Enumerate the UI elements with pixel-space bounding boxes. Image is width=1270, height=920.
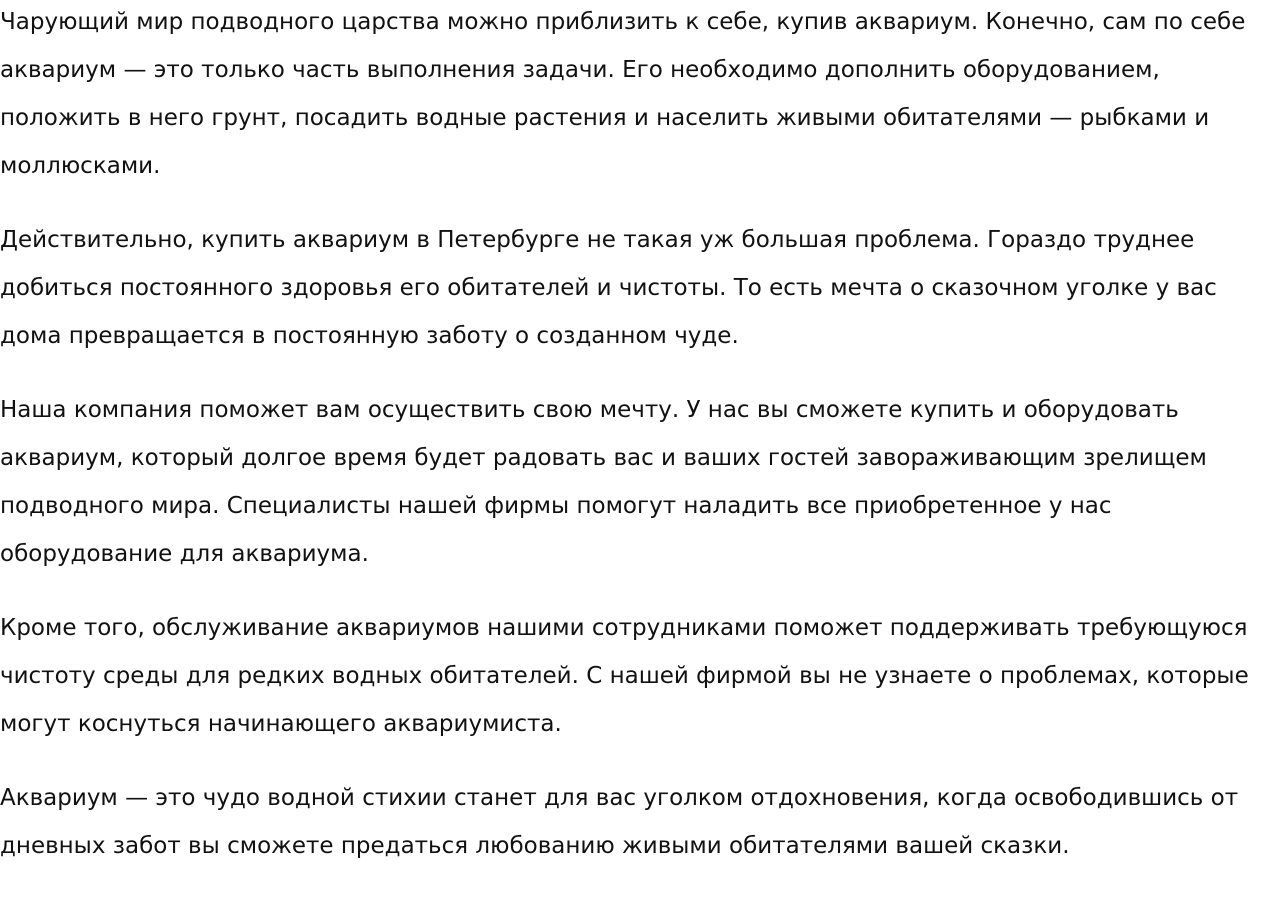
paragraph-3: Наша компания поможет вам осуществить свою мечту. У нас вы сможете купить и оборудовать аквариум, который долгое время будет радовать вас и ваших гостей завораживающим зрелищем подводного мира. Специалисты нашей фирмы помогут наладить все приобретенное у нас оборудование для аквариума. <box>0 397 1207 567</box>
paragraph-5: Аквариум — это чудо водной стихии станет для вас уголком отдохновения, когда освободившись от дневных забот вы сможете предаться любованию живыми обитателями вашей сказки. <box>0 785 1239 859</box>
paragraph-4: Кроме того, обслуживание аквариумов нашими сотрудниками поможет поддерживать требующуюся чистоту среды для редких водных обитателей. С нашей фирмой вы не узнаете о проблемах, которые могут коснуться начинающего аквариумиста. <box>0 615 1249 737</box>
paragraph-1: Чарующий мир подводного царства можно приблизить к себе, купив аквариум. Конечно, сам по себе аквариум — это только часть выполнения задачи. Его необходимо дополнить оборудованием, положить в него грунт, посадить водные растения и населить живыми обитателями — рыбками и моллюсками. <box>0 9 1246 179</box>
paragraph-2: Действительно, купить аквариум в Петербурге не такая уж большая проблема. Гораздо труднее добиться постоянного здоровья его обитателей и чистоты. То есть мечта о сказочном уголке у вас дома превращается в постоянную заботу о созданном чуде. <box>0 227 1217 349</box>
